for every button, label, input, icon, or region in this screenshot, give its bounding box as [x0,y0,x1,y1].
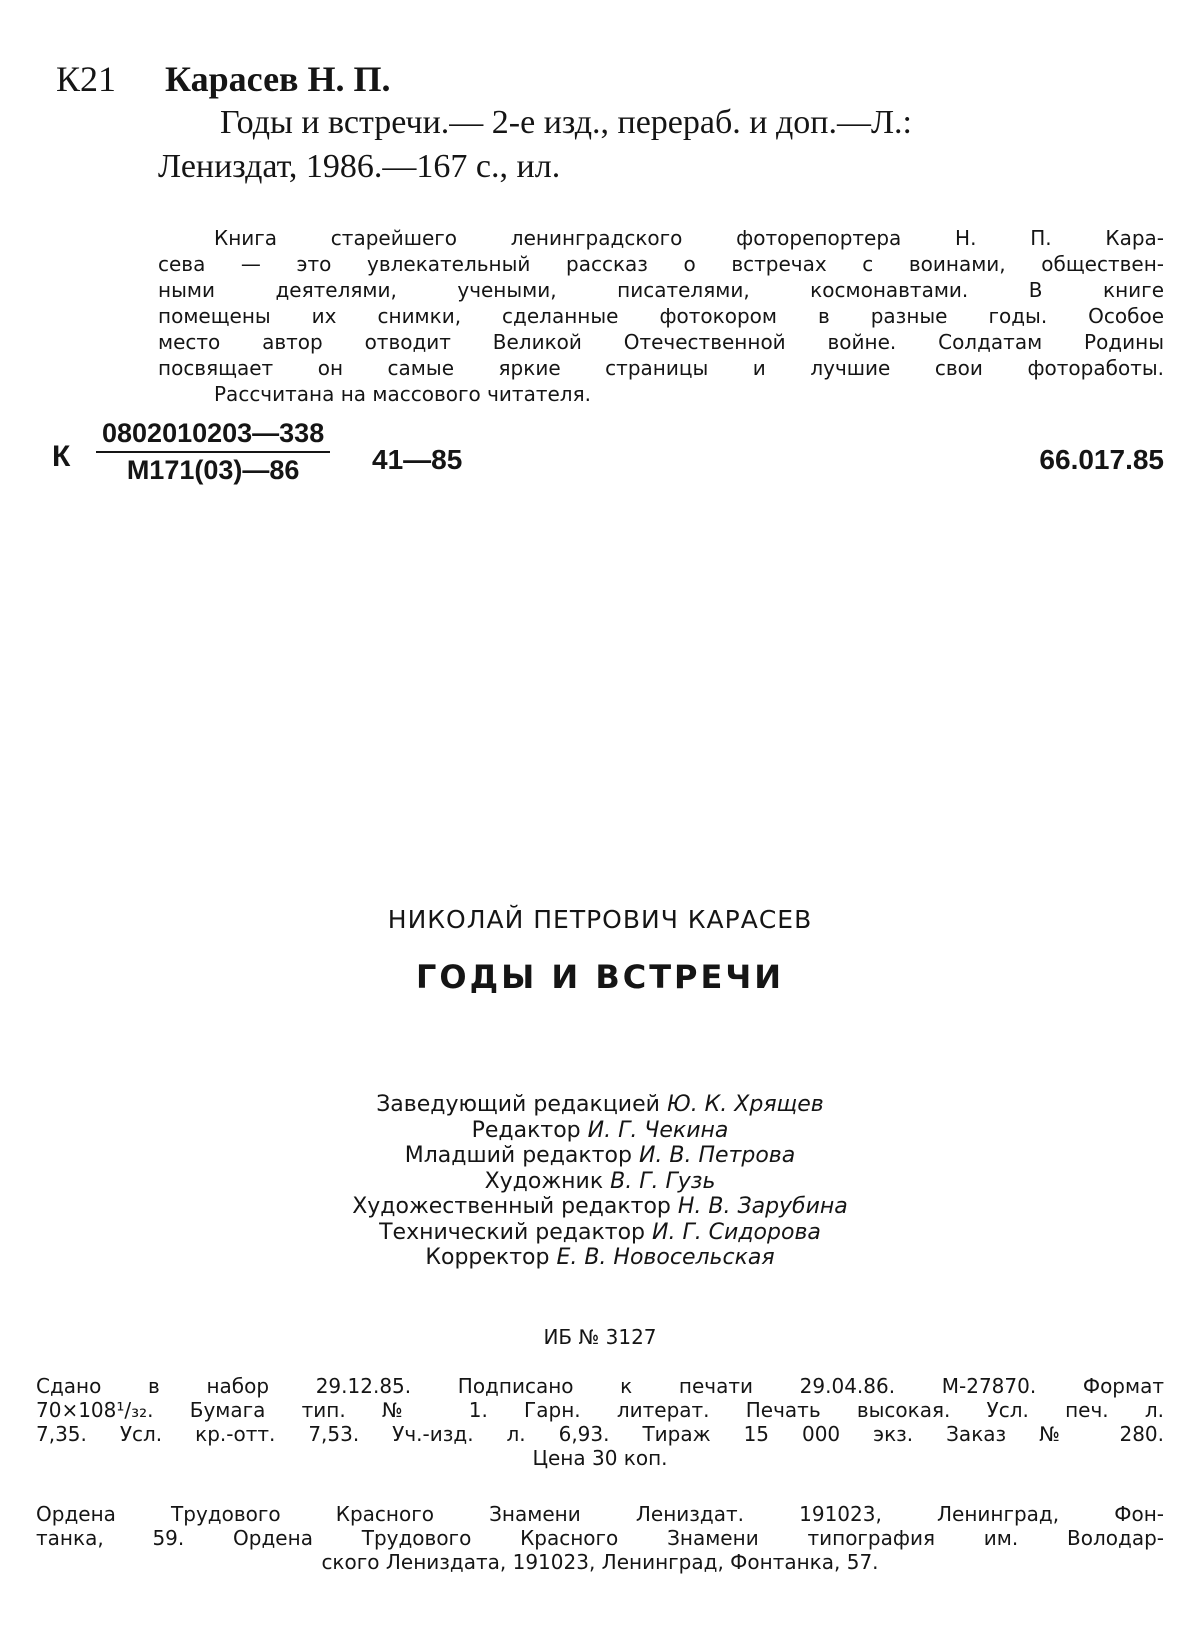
credit-person: И. Г. Сидорова [652,1219,821,1245]
credit-role: Младший редактор [404,1143,632,1168]
credit-person: И. В. Петрова [638,1143,796,1168]
bibliographic-line-1: Годы и встречи.— 2-е изд., перераб. и доп.—Л.: [220,104,912,141]
catalog-code: К21 [56,59,117,99]
price-line: Цена 30 коп. [532,1446,668,1470]
publisher-details [36,1502,1164,1574]
bibliographic-line-2: Лениздат, 1986.—167 с., ил. [158,148,561,185]
credit-role: Художник [484,1168,604,1194]
credit-row [0,1245,1200,1271]
annotation-line: Книга старейшего ленинградского фоторепортера Н. П. Кара- [214,226,1164,250]
credit-row [0,1169,1200,1195]
credit-role: Заведующий редакцией [376,1092,660,1117]
index-numerator: 0802010203—338 [96,418,330,453]
index-letter: К [52,440,71,473]
imprint-line: Сдано в набор 29.12.85. Подписано к печати 29.04.86. М-27870. Формат [36,1374,1164,1398]
publisher-line: Ордена Трудового Красного Знамени Лениздат. 191023, Ленинград, Фон- [36,1502,1164,1526]
credit-row [0,1118,1200,1144]
bbk-code: 66.017.85 [1039,444,1164,475]
credit-person: И. Г. Чекина [587,1117,729,1143]
credit-person: Ю. К. Хрящев [666,1092,824,1117]
annotation-line: помещены их снимки, сделанные фотокором в разные годы. Особое [158,304,1164,328]
imprint-line: 70×108¹/₃₂. Бумага тип. № 1. Гарн. литерат. Печать высокая. Усл. печ. л. [36,1398,1164,1422]
credit-role: Технический редактор [379,1219,645,1245]
index-tail: 41—85 [372,444,463,475]
annotation-line: Рассчитана на массового читателя. [214,382,591,406]
index-denominator: М171(03)—86 [126,455,300,485]
annotation-line: ными деятелями, учеными, писателями, космонавтами. В книге [158,278,1164,302]
credit-person: Н. В. Зарубина [677,1194,848,1219]
credit-role: Корректор [425,1245,550,1270]
credit-role: Художественный редактор [352,1194,671,1219]
annotation-line: место автор отводит Великой Отечественной войне. Солдатам Родины [158,330,1164,354]
publisher-line: ского Лениздата, 191023, Ленинград, Фонтанка, 57. [321,1550,879,1574]
credit-role: Редактор [471,1117,581,1143]
credit-row [0,1143,1200,1169]
imprint-details [36,1374,1164,1470]
author-name: Карасев Н. П. [165,59,391,99]
annotation-line: посвящает он самые яркие страницы и лучшие свои фотоработы. [158,356,1164,380]
publisher-line: танка, 59. Ордена Трудового Красного Знамени типография им. Володар- [36,1526,1164,1550]
credits-list [0,1092,1200,1271]
credit-row [0,1194,1200,1220]
book-title: ГОДЫ И ВСТРЕЧИ [416,958,784,996]
annotation [158,225,1164,407]
credit-row [0,1092,1200,1118]
credit-person: Е. В. Новосельская [556,1245,775,1270]
credit-row [0,1220,1200,1246]
annotation-line: сева — это увлекательный рассказ о встречах с воинами, обществен- [158,252,1164,276]
credit-person: В. Г. Гузь [610,1168,716,1194]
author-full-name: НИКОЛАЙ ПЕТРОВИЧ КАРАСЕВ [387,905,813,934]
index-fraction [96,418,330,486]
imprint-line: 7,35. Усл. кр.-отт. 7,53. Уч.-изд. л. 6,93. Тираж 15 000 экз. Заказ № 280. [36,1422,1164,1446]
ib-number: ИБ № 3127 [543,1325,657,1349]
